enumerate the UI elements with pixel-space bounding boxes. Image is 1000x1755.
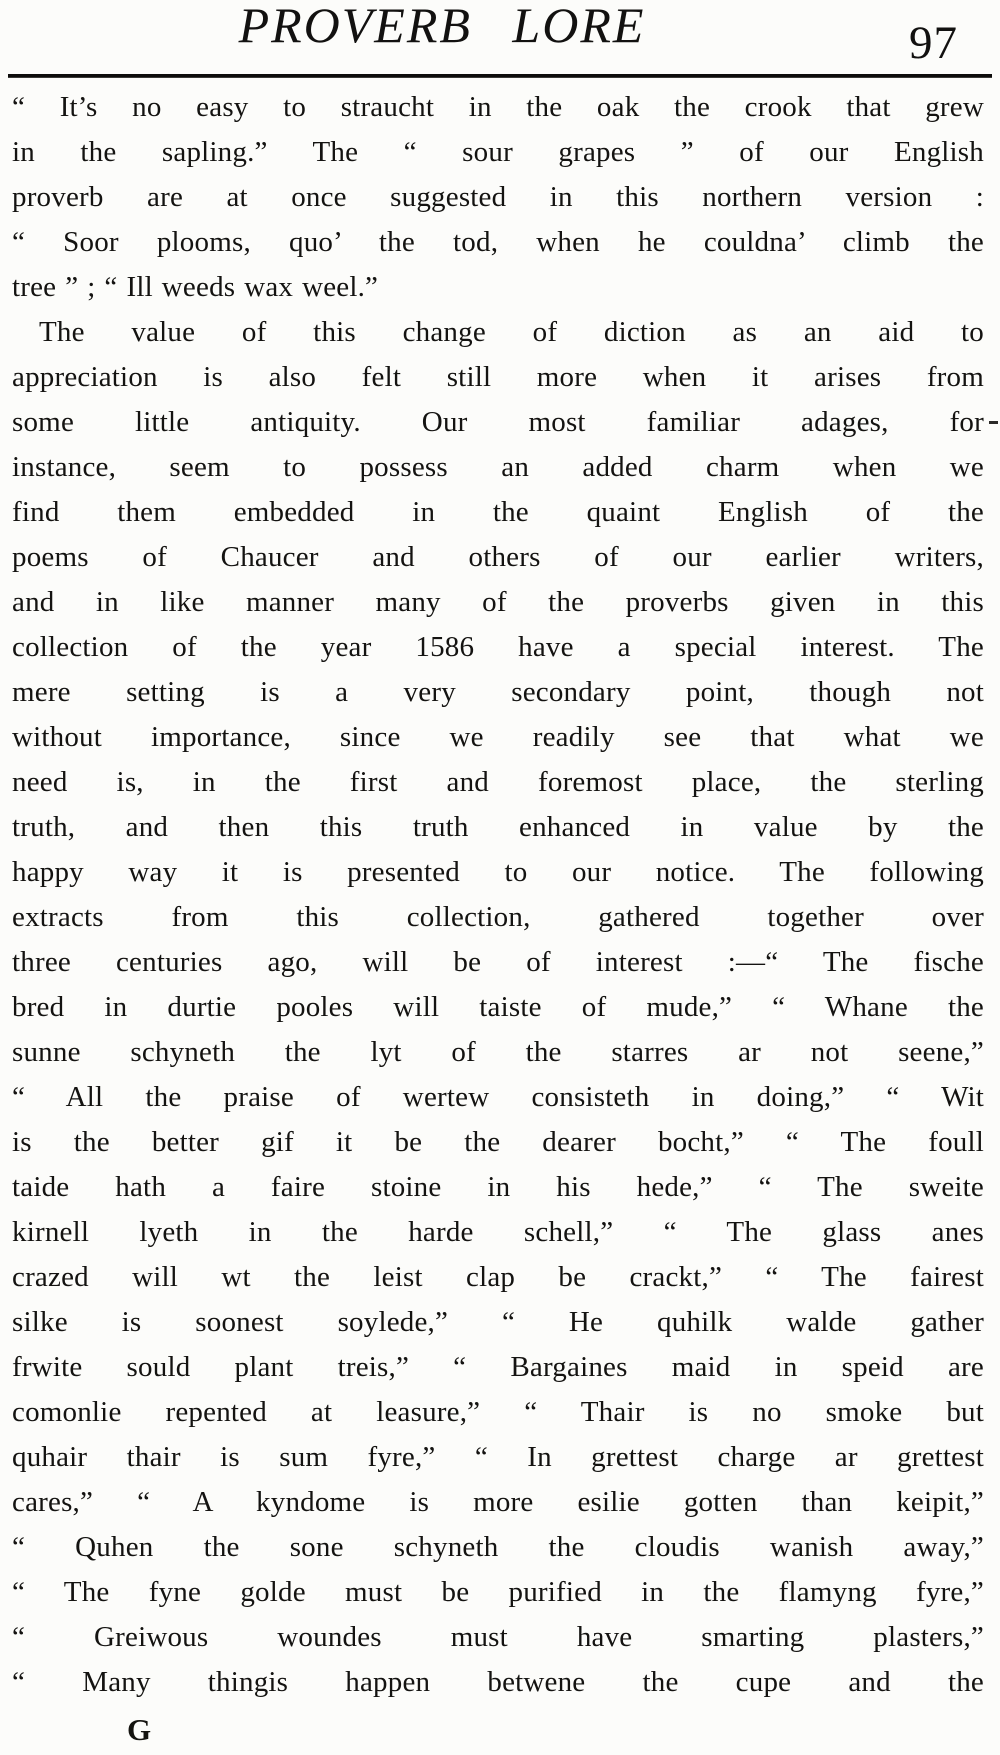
text-line: extracts from this collection, gathered together over [12, 901, 984, 933]
text-line: “ The fyne golde must be purified in the flamyng fyre,” [12, 1576, 984, 1608]
text-line: collection of the year 1586 have a special interest. The [12, 631, 984, 663]
header-rule [8, 74, 992, 78]
text-line: “ Quhen the sone schyneth the cloudis wanish away,” [12, 1531, 984, 1563]
text-line: three centuries ago, will be of interest :—“ The fische [12, 946, 984, 978]
text-line: poems of Chaucer and others of our earlier writers, [12, 541, 984, 573]
text-line: taide hath a faire stoine in his hede,” “ The sweite [12, 1171, 984, 1203]
text-line: “ Soor plooms, quo’ the tod, when he couldna’ climb the [12, 226, 984, 258]
text-line: in the sapling.” The “ sour grapes ” of our English [12, 136, 984, 168]
text-line: comonlie repented at leasure,” “ Thair is no smoke but [12, 1396, 984, 1428]
text-line: crazed will wt the leist clap be crackt,” “ The fairest [12, 1261, 984, 1293]
scan-artifact [989, 421, 998, 424]
text-line: sunne schyneth the lyt of the starres ar not seene,” [12, 1036, 984, 1068]
body-text [12, 85, 984, 1705]
running-header [0, 0, 1000, 74]
text-line: “ Many thingis happen betwene the cupe and the [12, 1666, 984, 1698]
text-line: tree ” ; “ Ill weeds wax weel.” [12, 271, 379, 303]
text-line: kirnell lyeth in the harde schell,” “ The glass anes [12, 1216, 984, 1248]
text-line: “ All the praise of wertew consisteth in doing,” “ Wit [12, 1081, 984, 1113]
text-line: without importance, since we readily see that what we [12, 721, 984, 753]
text-line: bred in durtie pooles will taiste of mude,” “ Whane the [12, 991, 984, 1023]
text-line: instance, seem to possess an added charm when we [12, 451, 984, 483]
text-line: silke is soonest soylede,” “ He quhilk walde gather [12, 1306, 984, 1338]
text-line: “ It’s no easy to straucht in the oak the crook that grew [12, 91, 984, 123]
text-line: find them embedded in the quaint English of the [12, 496, 984, 528]
text-line: cares,” “ A kyndome is more esilie gotten than keipit,” [12, 1486, 984, 1518]
text-line: mere setting is a very secondary point, though not [12, 676, 984, 708]
text-line: some little antiquity. Our most familiar adages, for [12, 406, 984, 438]
text-line: frwite sould plant treis,” “ Bargaines maid in speid are [12, 1351, 984, 1383]
text-line: truth, and then this truth enhanced in value by the [12, 811, 984, 843]
text-line: “ Greiwous woundes must have smarting plasters,” [12, 1621, 984, 1653]
text-line: is the better gif it be the dearer bocht,” “ The foull [12, 1126, 984, 1158]
text-line: quhair thair is sum fyre,” “ In grettest charge ar grettest [12, 1441, 984, 1473]
text-line: and in like manner many of the proverbs given in this [12, 586, 984, 618]
text-line: proverb are at once suggested in this northern version : [12, 181, 984, 213]
text-line: need is, in the first and foremost place, the sterling [12, 766, 984, 798]
signature-mark: G [127, 1712, 152, 1747]
page-number: 97 [909, 17, 958, 69]
text-line: The value of this change of diction as an aid to [39, 316, 984, 348]
text-line: happy way it is presented to our notice. The following [12, 856, 984, 888]
page-title: PROVERB LORE [238, 0, 646, 53]
text-line: appreciation is also felt still more when it arises from [12, 361, 984, 393]
